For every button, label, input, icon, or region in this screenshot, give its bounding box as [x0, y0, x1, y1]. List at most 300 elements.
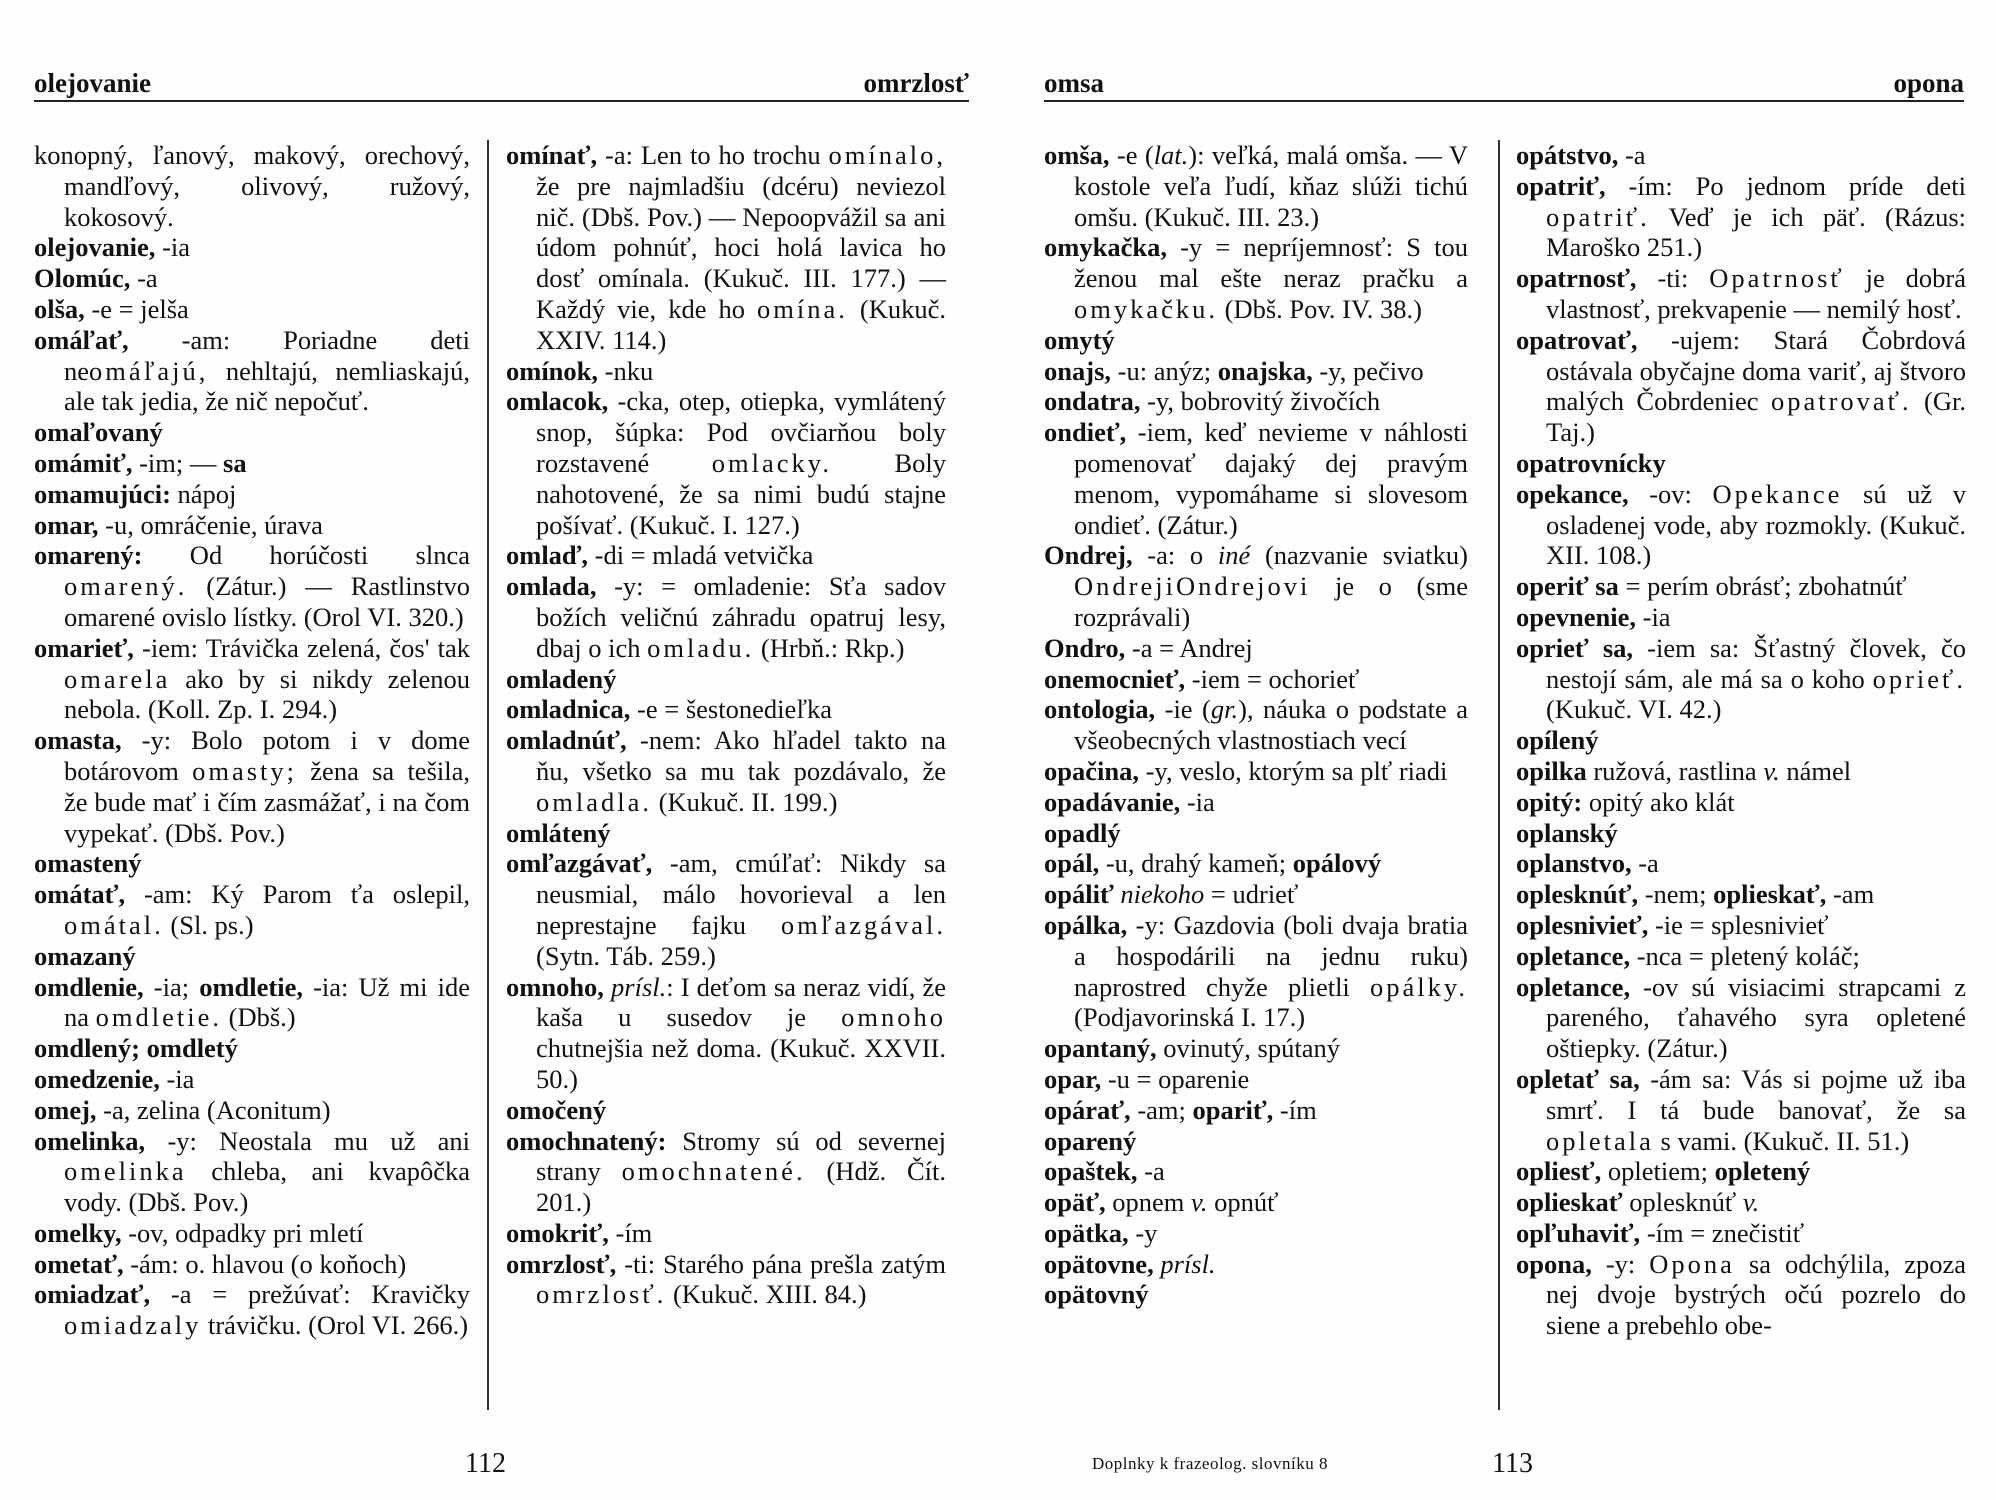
entry-text: -iem sa: Šťastný človek, čo nestojí sám, ale má sa o koho	[1546, 632, 1966, 694]
headword: opletance,	[1516, 971, 1631, 1002]
entry-text: (sme rozprávali)	[1074, 571, 1468, 632]
dictionary-entry	[1516, 910, 1966, 941]
entry-text: je dobrá vlastnosť, prekvapenie — nemilý hosť.	[1546, 263, 1966, 324]
entry-text: -a	[1618, 140, 1646, 170]
headword: omľazgávať,	[506, 848, 653, 879]
entry-text: -y: = omladenie: Sťa sadov božích veličnú záhradu opatruj lesy, dbaj o ich	[536, 571, 946, 663]
spaced-example: omladla.	[536, 786, 652, 817]
entry-text: = udrieť	[1204, 879, 1299, 910]
entry-text: -ím	[1273, 1094, 1317, 1125]
entry-text: -iem = ochorieť	[1185, 663, 1360, 694]
dictionary-entry	[34, 448, 470, 479]
right-page	[1000, 0, 1996, 1500]
spaced-example: omochnatené.	[621, 1156, 806, 1187]
headword: omochnatený:	[506, 1125, 667, 1156]
italic-text: v.	[1736, 1187, 1760, 1218]
dictionary-entry	[34, 1249, 470, 1280]
entry-text: -am	[1826, 879, 1875, 910]
spaced-example: omelinka	[64, 1156, 187, 1187]
spaced-example: omiadzaly	[64, 1310, 202, 1341]
entry-text: -y: Bolo potom i v dome botárovom	[64, 725, 470, 786]
headword: ondatra,	[1044, 386, 1141, 417]
entry-text: -ov sú visiacimi strapcami z pareného, ťahavého syra opletené oštiepky. (Zátur.)	[1546, 971, 1966, 1064]
dictionary-entry	[1044, 848, 1468, 879]
entry-text: -iem, keď nevieme v náhlosti pomenovať dajaký dej pravým menom, vypomáhame si slovesom ondieť. (Zátur.)	[1074, 417, 1468, 540]
entry-text: -ia	[1636, 601, 1671, 632]
entry-text: Veď je ich päť. (Rázus: Maroško 251.)	[1546, 201, 1966, 263]
entry-text: -y	[1128, 1217, 1158, 1248]
entry-text: -y: Gazdovia (boli dvaja bratia a hospodárili na jednu ruku) naprostred chyže plietli	[1074, 909, 1468, 1002]
entry-text: (nazvanie sviatku)	[1250, 540, 1468, 571]
entry-text: žena sa tešila, že bude mať i čím zasmážať, i na čom vypekať. (Dbš. Pov.)	[64, 755, 470, 848]
running-head-left: olejovanie	[34, 68, 151, 98]
spaced-example: omína.	[757, 293, 848, 324]
entry-text: ovinutý, spútaný	[1156, 1033, 1340, 1064]
entry-text: -ti:	[1636, 263, 1710, 294]
headword: opátstvo,	[1516, 140, 1619, 170]
italic-text: prísl.	[1153, 1248, 1216, 1279]
entry-text: -ov, odpadky pri mletí	[121, 1217, 364, 1248]
entry-text: -a: o	[1132, 540, 1218, 571]
entry-text: (Kukuč. II. 199.)	[652, 786, 838, 817]
headword: omarený:	[34, 540, 143, 571]
spaced-example: omasty;	[192, 755, 298, 786]
running-head	[34, 66, 969, 102]
dictionary-entry	[1516, 1156, 1966, 1187]
entry-text: -y, bobrovitý živočích	[1140, 386, 1381, 417]
dictionary-entry	[1516, 479, 1966, 571]
headword: opäť,	[1044, 1187, 1106, 1218]
headword: omša,	[1044, 140, 1110, 170]
headword: omínať,	[506, 140, 598, 170]
entry-text: -y: Neostala mu už ani	[145, 1125, 470, 1156]
entry-text: -e = šestonedieľka	[630, 694, 832, 725]
spaced-example: Opatrnosť	[1709, 263, 1845, 294]
entry-text: -di = mladá vetvička	[588, 540, 814, 571]
entry-text: (Hrbň.: Rkp.)	[754, 632, 905, 663]
dictionary-entry	[1044, 1095, 1468, 1126]
headword: oplanstvo,	[1516, 848, 1632, 879]
dictionary-entry	[506, 1126, 946, 1218]
dictionary-column	[1516, 140, 1966, 1341]
dictionary-entry	[1044, 540, 1468, 632]
headword: olša,	[34, 293, 85, 324]
headword: ometať,	[34, 1248, 124, 1279]
dictionary-entry	[34, 140, 470, 232]
entry-text: (Dbš.)	[222, 1002, 296, 1033]
headword: opadávanie,	[1044, 786, 1181, 817]
dictionary-entry	[1516, 972, 1966, 1064]
entry-text: -a: Len to ho trochu	[597, 140, 829, 170]
entry-text: -nem: Ako hľadel takto na ňu, všetko sa mu tak pozdávalo, že	[536, 725, 946, 786]
headword: opačina,	[1044, 755, 1139, 786]
dictionary-entry	[34, 417, 470, 448]
entry-text: = perím obrásť; zbohatnúť	[1618, 571, 1907, 602]
dictionary-entry	[1516, 756, 1966, 787]
entry-text: -ím	[608, 1217, 653, 1248]
running-head-right: omrzlosť	[863, 68, 969, 98]
dictionary-entry	[1044, 910, 1468, 1033]
dictionary-entry	[506, 1095, 946, 1126]
column-divider	[1498, 140, 1500, 1410]
entry-text: : I deťom sa neraz vidí, že kaša u susedov je	[536, 971, 946, 1033]
entry-text: Od horúčosti slnca	[142, 540, 470, 571]
dictionary-entry	[1516, 941, 1966, 972]
spaced-example: opletala	[1546, 1125, 1654, 1156]
dictionary-entry	[34, 510, 470, 541]
dictionary-entry	[1044, 1218, 1468, 1249]
entry-text: -ia	[159, 1063, 195, 1094]
dictionary-entry	[1044, 879, 1468, 910]
dictionary-entry	[506, 818, 946, 849]
entry-text: -nca = pletený koláč;	[1630, 940, 1860, 971]
dictionary-entry	[1044, 756, 1468, 787]
dictionary-entry	[1516, 448, 1966, 479]
headword: opálový	[1292, 848, 1382, 879]
dictionary-entry	[1516, 1218, 1966, 1249]
dictionary-entry	[34, 540, 470, 632]
dictionary-entry	[506, 540, 946, 571]
dictionary-entry	[1516, 140, 1966, 171]
headword: Olomúc,	[34, 263, 131, 294]
column-divider	[487, 140, 489, 1410]
dictionary-entry	[1044, 386, 1468, 417]
dictionary-entry	[1044, 1064, 1468, 1095]
dictionary-column	[34, 140, 470, 1341]
entry-text: -am: Ký Parom ťa oslepil,	[125, 879, 470, 910]
entry-text: -ia: Už mi ide na	[64, 971, 471, 1033]
headword: omátať,	[34, 879, 126, 910]
headword: opletance,	[1516, 940, 1631, 971]
entry-text: -y = nepríjemnosť: S tou ženou mal ešte neraz pračku a	[1074, 232, 1468, 294]
entry-text: -y:	[1591, 1248, 1650, 1279]
entry-text: -ujem: Stará Čobrdová ostávala obyčajne doma variť, aj štvoro malých Čobrdeniec	[1546, 324, 1966, 417]
entry-text: -ia	[155, 232, 191, 263]
dictionary-entry	[34, 879, 470, 941]
dictionary-entry	[34, 1126, 470, 1218]
entry-text: -am: Poriadne deti ne	[64, 324, 470, 386]
entry-text: ako by si nikdy zelenou nebola. (Koll. Zp. I. 294.)	[64, 663, 470, 725]
headword: omytý	[1044, 324, 1115, 355]
spaced-example: omykačku.	[1074, 293, 1219, 324]
headword: opáliť	[1044, 879, 1114, 910]
entry-text: oplesknúť	[1622, 1187, 1737, 1218]
headword: omladený	[506, 663, 617, 694]
entry-text: sa odchýlila, zpoza nej dvoje bystrých očú pozrelo do siene a prebehlo obe-	[1546, 1248, 1966, 1341]
entry-text: Stromy sú od severnej strany	[536, 1125, 946, 1187]
entry-text: -u: anýz;	[1111, 355, 1218, 386]
headword: omelinka,	[34, 1125, 146, 1156]
dictionary-entry	[34, 479, 470, 510]
italic-text: lat.	[1153, 140, 1189, 170]
headword: opekance,	[1516, 478, 1629, 509]
headword: omlada,	[506, 571, 597, 602]
dictionary-entry	[1516, 602, 1966, 633]
dictionary-entry	[1044, 633, 1468, 664]
dictionary-entry	[34, 325, 470, 417]
dictionary-entry	[1516, 787, 1966, 818]
entry-text: -ie = splesnivieť	[1648, 909, 1829, 940]
spaced-example: Ondrejovi	[1175, 571, 1311, 602]
spaced-example: omarený.	[64, 571, 188, 602]
headword: opitý:	[1516, 786, 1583, 817]
dictionary-entry	[506, 356, 946, 387]
headword: oplieskať,	[1713, 879, 1827, 910]
dictionary-entry	[506, 386, 946, 540]
headword: omedzenie,	[34, 1063, 160, 1094]
entry-text: -ím: Po jednom príde deti	[1605, 170, 1966, 201]
dictionary-entry	[1044, 356, 1468, 387]
dictionary-column	[1044, 140, 1468, 1310]
headword: omladnica,	[506, 694, 631, 725]
entry-text: -ám sa: Vás si pojme už iba smrť. I tá bude banovať, že sa	[1546, 1063, 1966, 1125]
dictionary-entry	[1044, 140, 1468, 232]
headword: Ondro,	[1044, 632, 1126, 663]
spaced-example: omrzlosť.	[536, 1279, 667, 1310]
dictionary-entry	[506, 1218, 946, 1249]
running-head-left: omsa	[1044, 68, 1104, 98]
italic-text: niekoho	[1113, 879, 1205, 910]
entry-text: -nem;	[1638, 879, 1714, 910]
entry-text: -u = oparenie	[1101, 1063, 1250, 1094]
dictionary-entry	[506, 848, 946, 971]
headword: omiadzať,	[34, 1279, 151, 1310]
entry-text: -ím = znečistiť	[1640, 1217, 1805, 1248]
headword: oplanský	[1516, 817, 1618, 848]
headword: omnoho,	[506, 971, 604, 1002]
entry-text: (Dbš. Pov. IV. 38.)	[1218, 293, 1422, 324]
dictionary-column	[506, 140, 946, 1310]
entry-text: opletiem;	[1601, 1156, 1715, 1187]
dictionary-entry	[34, 232, 470, 263]
signature-mark: Doplnky k frazeolog. slovníku 8	[1092, 1454, 1328, 1473]
headword: opatrovnícky	[1516, 447, 1666, 478]
entry-text: ružová, rastlina	[1586, 755, 1764, 786]
spaced-example: omáľajú,	[89, 355, 209, 386]
headword: omamujúci:	[34, 478, 171, 509]
headword: opevnenie,	[1516, 601, 1636, 632]
dictionary-entry	[34, 294, 470, 325]
dictionary-entry	[1516, 725, 1966, 756]
entry-text: -ti: Starého pána prešla zatým	[616, 1248, 946, 1279]
dictionary-entry	[506, 972, 946, 1095]
dictionary-entry	[34, 848, 470, 879]
spaced-example: Ondreji	[1074, 571, 1176, 602]
headword: opílený	[1516, 725, 1599, 756]
entry-text: (Zátur.) — Rastlinstvo omarené ovislo lístky. (Orol VI. 320.)	[64, 571, 470, 632]
entry-text: -y, pečivo	[1312, 355, 1424, 386]
dictionary-entry	[1516, 1187, 1966, 1218]
entry-text: (Kukuč. XXIV. 114.)	[536, 293, 946, 355]
headword: omámiť,	[34, 447, 133, 478]
headword: ondieť,	[1044, 417, 1127, 448]
italic-text: iné	[1217, 540, 1251, 571]
page-number: 113	[1492, 1448, 1533, 1479]
headword: opadlý	[1044, 817, 1121, 848]
entry-text: -ám: o. hlavou (o koňoch)	[123, 1248, 407, 1279]
spaced-example: omínalo,	[828, 140, 946, 170]
entry-text: -im; —	[132, 447, 223, 478]
entry-text: (Gr. Taj.)	[1546, 386, 1966, 448]
dictionary-entry	[506, 571, 946, 663]
headword: omočený	[506, 1094, 607, 1125]
headword: omdletie,	[199, 971, 303, 1002]
headword: omladnúť,	[506, 725, 627, 756]
spaced-example: omarela	[64, 663, 171, 694]
dictionary-entry	[1044, 787, 1468, 818]
headword: opatrnosť,	[1516, 263, 1637, 294]
dictionary-entry	[1044, 694, 1468, 756]
headword: omlaď,	[506, 540, 588, 571]
entry-text: -ia;	[143, 971, 200, 1002]
dictionary-entry	[506, 725, 946, 817]
dictionary-entry	[1516, 848, 1966, 879]
headword: omej,	[34, 1094, 97, 1125]
dictionary-entry	[34, 1095, 470, 1126]
entry-text: -am, cmúľať: Nikdy sa neusmial, málo hovorieval a len neprestajne fajku	[536, 848, 946, 940]
dictionary-entry	[1044, 1126, 1468, 1157]
dictionary-entry	[34, 941, 470, 972]
entry-text: -e = jelša	[84, 293, 189, 324]
dictionary-entry	[34, 972, 470, 1034]
entry-text: -am;	[1130, 1094, 1193, 1125]
entry-text: -a	[130, 263, 158, 294]
headword: oplesnivieť,	[1516, 909, 1649, 940]
entry-text: -u, drahý kameň;	[1099, 848, 1293, 879]
headword: oplieskať	[1516, 1187, 1623, 1218]
headword: omelky,	[34, 1217, 122, 1248]
entry-text: -a = Andrej	[1125, 632, 1253, 663]
headword: opona,	[1516, 1248, 1592, 1279]
headword: opätka,	[1044, 1217, 1129, 1248]
dictionary-entry	[1044, 232, 1468, 324]
dictionary-entry	[34, 1033, 470, 1064]
headword: onemocnieť,	[1044, 663, 1186, 694]
page-number: 112	[465, 1448, 506, 1479]
headword: Ondrej,	[1044, 540, 1133, 571]
entry-text: -e (	[1109, 140, 1154, 170]
running-head	[1044, 66, 1964, 102]
entry-text: že pre najmladšiu (dcéru) neviezol nič. (Dbš. Pov.) — Nepoopvážil sa ani údom pohnúť, hoci holá lavica ho dosť omínala. (Kukuč. III. 177.) — Každý vie, kde ho	[536, 170, 946, 324]
entry-text: opnúť	[1207, 1187, 1279, 1218]
headword: opálka,	[1044, 909, 1128, 940]
dictionary-entry	[34, 263, 470, 294]
headword: omdlenie,	[34, 971, 144, 1002]
headword: opariť,	[1192, 1094, 1274, 1125]
headword: omaľovaný	[34, 417, 163, 448]
dictionary-entry	[1516, 571, 1966, 602]
headword: onajska,	[1217, 355, 1313, 386]
dictionary-entry	[1044, 818, 1468, 849]
dictionary-entry	[1516, 818, 1966, 849]
dictionary-entry	[1044, 664, 1468, 695]
dictionary-entry	[506, 140, 946, 356]
dictionary-entry	[506, 694, 946, 725]
headword: opliesť,	[1516, 1156, 1602, 1187]
headword: omínok,	[506, 355, 599, 386]
entry-text: (Hdž. Čít. 201.)	[536, 1156, 947, 1218]
spaced-example: opálky.	[1369, 971, 1468, 1002]
entry-text: (Podjavorinská I. 17.)	[1074, 1002, 1306, 1033]
headword: opľuhaviť,	[1516, 1217, 1641, 1248]
dictionary-entry	[1516, 1064, 1966, 1156]
headword: omastený	[34, 848, 142, 879]
headword: onajs,	[1044, 355, 1112, 386]
entry-text: -y, veslo, ktorým sa plť riadi	[1138, 755, 1448, 786]
dictionary-entry	[1044, 325, 1468, 356]
entry-text: -ov:	[1628, 478, 1713, 509]
spaced-example: Opona	[1649, 1248, 1735, 1279]
spaced-example: opatriť.	[1546, 201, 1650, 232]
entry-text: -u, omráčenie, úrava	[98, 509, 323, 540]
entry-text: (Kukuč. XIII. 84.)	[666, 1279, 867, 1310]
entry-text: -nku	[598, 355, 654, 386]
entry-text: (Kukuč. VI. 42.)	[1546, 694, 1722, 725]
dictionary-entry	[34, 725, 470, 848]
dictionary-entry	[1044, 1033, 1468, 1064]
headword: omar,	[34, 509, 99, 540]
entry-text: je o	[1310, 571, 1417, 602]
entry-text: sú už v osladenej vode, aby rozmokly. (Kukuč. XII. 108.)	[1546, 478, 1966, 571]
headword: omlátený	[506, 817, 611, 848]
entry-text: -a	[1631, 848, 1659, 879]
entry-text: trávičku. (Orol VI. 266.)	[201, 1310, 469, 1341]
entry-text: ), náuka o podstate a všeobecných vlastnostiach vecí	[1074, 694, 1468, 756]
dictionary-entry	[1516, 171, 1966, 263]
entry-text: nápoj	[170, 478, 237, 509]
headword: oplesknúť,	[1516, 879, 1639, 910]
headword: omdlený; omdletý	[34, 1033, 238, 1064]
italic-text: v.	[1763, 755, 1780, 786]
entry-text: chutnejšia než doma. (Kukuč. XXVII. 50.)	[536, 1033, 946, 1094]
entry-text: -ia	[1180, 786, 1215, 817]
headword: operiť sa	[1516, 571, 1619, 602]
entry-text: chleba, ani kvapôčka vody. (Dbš. Pov.)	[64, 1156, 470, 1218]
spaced-example: omdletie.	[95, 1002, 222, 1033]
headword: omasta,	[34, 725, 122, 756]
headword: opilka	[1516, 755, 1587, 786]
headword: omáľať,	[34, 324, 129, 355]
running-head-right: opona	[1893, 68, 1964, 98]
headword: opatrovať,	[1516, 324, 1638, 355]
entry-text: -iem: Trávička zelená, čos' tak	[133, 632, 470, 663]
entry-text: -cka, otep, otiepka, vymlátený snop, šúpka: Pod ovčiarňou boly rozstavené	[536, 386, 946, 478]
entry-text: opnem	[1105, 1187, 1192, 1218]
headword: olejovanie,	[34, 232, 156, 263]
entry-text: -a	[1137, 1156, 1165, 1187]
headword: opar,	[1044, 1063, 1102, 1094]
dictionary-entry	[1044, 1156, 1468, 1187]
headword: omykačka,	[1044, 232, 1167, 263]
dictionary-entry	[34, 1279, 470, 1341]
spaced-example: opatrovať.	[1770, 386, 1912, 417]
dictionary-entry	[1044, 417, 1468, 540]
headword: omarieť,	[34, 632, 134, 663]
entry-text: nehltajú, nemliaskajú, ale tak jedia, že nič nepočuť.	[64, 355, 470, 417]
headword: sa	[223, 447, 247, 478]
headword: ontologia,	[1044, 694, 1156, 725]
dictionary-entry	[506, 1249, 946, 1311]
dictionary-entry	[506, 664, 946, 695]
entry-text: námel	[1779, 755, 1852, 786]
headword: opárať,	[1044, 1094, 1131, 1125]
dictionary-entry	[34, 633, 470, 725]
spaced-example: oprieť.	[1872, 663, 1966, 694]
dictionary-entry	[1516, 263, 1966, 325]
dictionary-entry	[1516, 1249, 1966, 1341]
dictionary-entry	[1044, 1249, 1468, 1280]
spaced-example: omladu.	[647, 632, 755, 663]
